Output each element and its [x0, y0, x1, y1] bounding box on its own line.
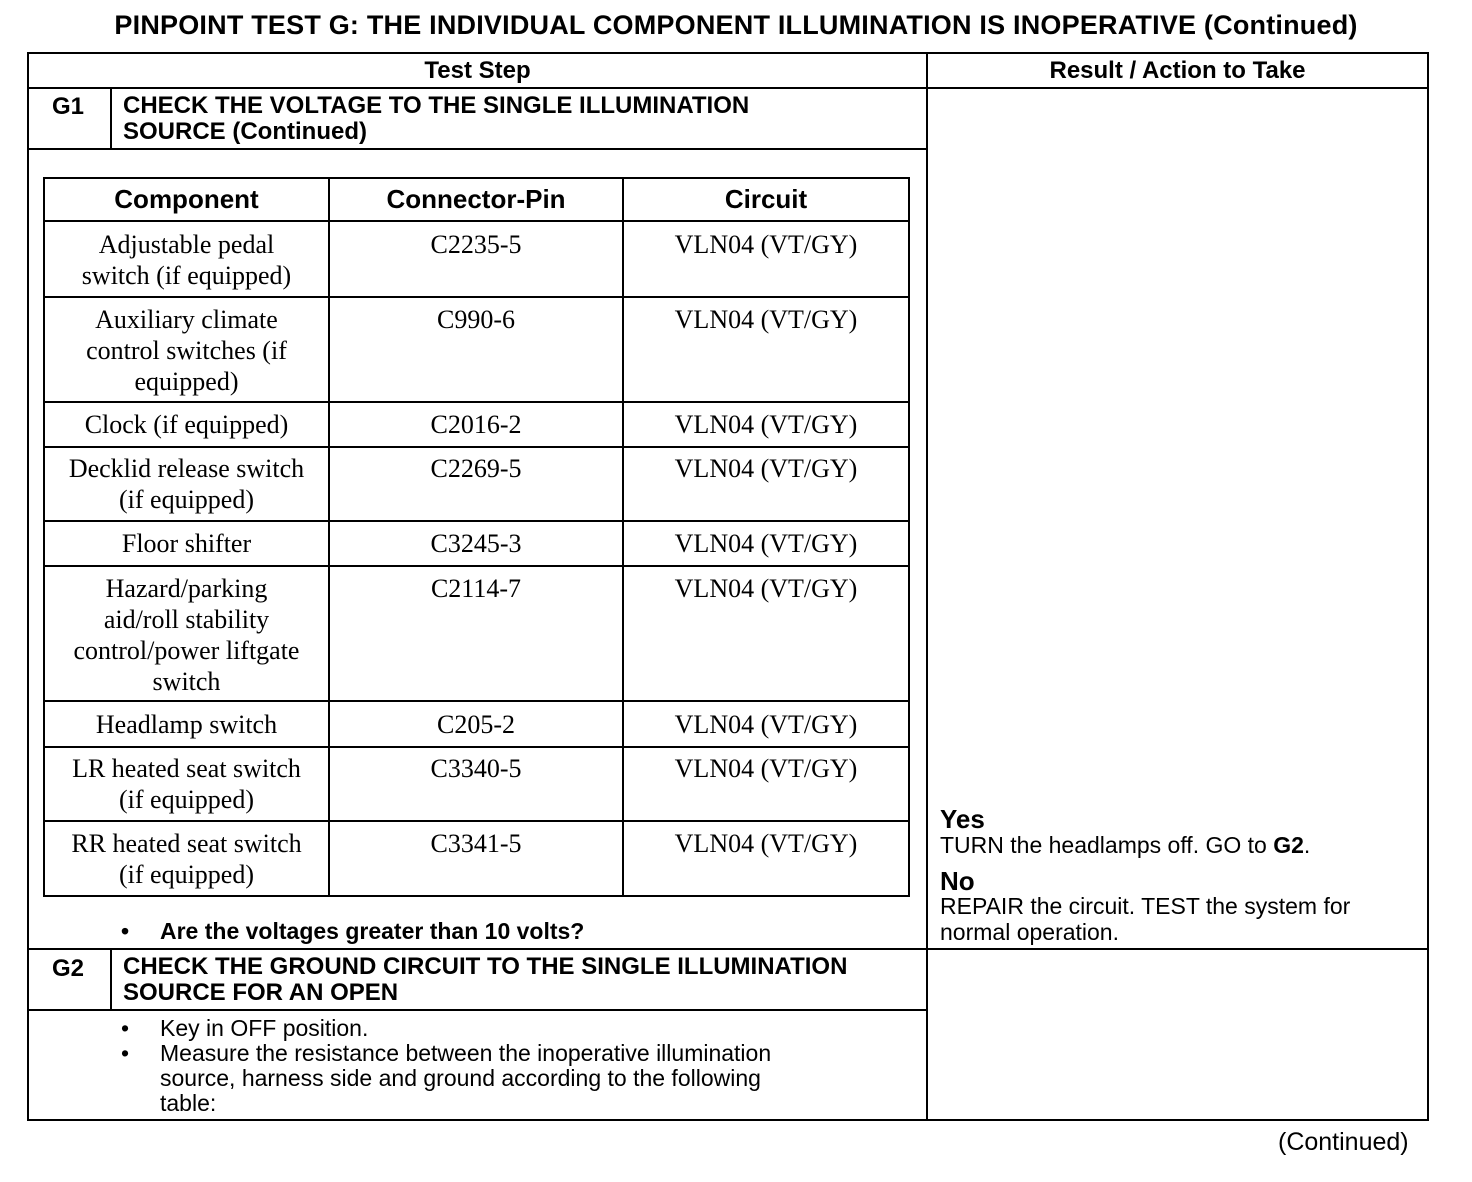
component-line: RR heated seat switch	[71, 829, 302, 858]
table-row-connector: C205-2	[437, 710, 515, 739]
inner-row-border	[43, 565, 910, 567]
component-line: switch (if equipped)	[81, 261, 292, 290]
component-line: Auxiliary climate	[95, 305, 278, 334]
table-row-component	[45, 828, 328, 890]
table-row-circuit: VLN04 (VT/GY)	[674, 305, 858, 334]
g1-step-title	[123, 93, 749, 145]
bullet-icon: •	[121, 918, 130, 944]
col-header-connector-pin: Connector-Pin	[386, 184, 566, 214]
g2-bullet-2-line: source, harness side and ground according to the following	[160, 1065, 761, 1091]
g1-id-divider	[110, 88, 112, 149]
table-row-component	[45, 453, 328, 515]
component-line: control/power liftgate	[73, 636, 300, 665]
inner-row-border	[43, 446, 910, 448]
table-row-connector: C990-6	[437, 305, 515, 334]
result-no-label: No	[940, 866, 975, 896]
inner-row-border	[43, 820, 910, 822]
table-row-circuit: VLN04 (VT/GY)	[674, 410, 858, 439]
table-row-connector: C2114-7	[430, 574, 522, 603]
table-row-connector: C2016-2	[430, 410, 522, 439]
result-no-line: REPAIR the circuit. TEST the system for	[940, 893, 1351, 919]
table-row-connector: C3340-5	[430, 754, 522, 783]
col-header-circuit: Circuit	[724, 184, 808, 214]
inner-row-border	[43, 296, 910, 298]
bullet-icon: •	[121, 1040, 130, 1066]
component-line: Floor shifter	[121, 529, 252, 558]
component-line: Headlamp switch	[95, 710, 278, 739]
inner-table-right	[908, 177, 910, 897]
table-row-component	[45, 409, 328, 440]
g2-step-title	[123, 954, 847, 1006]
component-line: (if equipped)	[118, 860, 254, 889]
g1-title-line1: CHECK THE VOLTAGE TO THE SINGLE ILLUMINATION	[123, 92, 750, 119]
result-yes-step-ref: G2	[1273, 832, 1304, 858]
component-line: Hazard/parking	[105, 574, 268, 603]
table-row-connector: C3245-3	[430, 529, 522, 558]
inner-row-border	[43, 401, 910, 403]
table-row-circuit: VLN04 (VT/GY)	[674, 710, 858, 739]
table-row-circuit: VLN04 (VT/GY)	[674, 574, 858, 603]
component-line: Decklid release switch	[68, 454, 305, 483]
table-row-connector: C2269-5	[430, 454, 522, 483]
column-divider	[926, 52, 928, 1121]
table-row-component	[45, 304, 328, 397]
page-title: PINPOINT TEST G: THE INDIVIDUAL COMPONENT ILLUMINATION IS INOPERATIVE (Continued)	[114, 10, 1358, 40]
g2-bullet-1: Key in OFF position.	[160, 1015, 369, 1041]
result-yes-text	[940, 832, 1310, 858]
header-result-action: Result / Action to Take	[1049, 57, 1306, 84]
component-line: control switches (if	[86, 336, 287, 365]
table-row-component	[45, 528, 328, 559]
result-no-text	[940, 893, 1350, 945]
header-test-step: Test Step	[424, 57, 531, 84]
g1-title-line2: SOURCE (Continued)	[123, 118, 367, 145]
g1-step-id: G1	[52, 93, 85, 120]
g2-title-line1: CHECK THE GROUND CIRCUIT TO THE SINGLE ILLUMINATION	[123, 953, 848, 980]
g2-step-id: G2	[52, 955, 85, 982]
table-top-border	[27, 52, 1429, 54]
inner-row-border	[43, 520, 910, 522]
g2-bullet-2-line: table:	[160, 1090, 217, 1116]
g1-question: Are the voltages greater than 10 volts?	[160, 918, 585, 944]
table-row-circuit: VLN04 (VT/GY)	[674, 230, 858, 259]
header-bottom-border	[27, 87, 1429, 89]
table-row-connector: C3341-5	[430, 829, 522, 858]
table-row-circuit: VLN04 (VT/GY)	[674, 829, 858, 858]
table-right-border	[1427, 52, 1429, 1121]
component-line: aid/roll stability	[103, 605, 270, 634]
table-left-border	[27, 52, 29, 1121]
component-line: LR heated seat switch	[72, 754, 301, 783]
g2-bullet-2	[160, 1041, 771, 1116]
table-row-circuit: VLN04 (VT/GY)	[674, 754, 858, 783]
component-line: (if equipped)	[118, 785, 254, 814]
component-line: (if equipped)	[118, 485, 254, 514]
result-yes-text-prefix: TURN the headlamps off. GO to	[940, 832, 1274, 858]
component-line: equipped)	[134, 367, 239, 396]
result-no-line: normal operation.	[940, 919, 1119, 945]
inner-table-bottom	[43, 895, 910, 897]
table-row-component	[45, 753, 328, 815]
g2-bullet-2-line: Measure the resistance between the inoperative illumination	[160, 1040, 772, 1066]
bullet-icon: •	[121, 1015, 130, 1041]
table-row-circuit: VLN04 (VT/GY)	[674, 454, 858, 483]
component-line: Adjustable pedal	[98, 230, 275, 259]
col-header-component: Component	[114, 184, 259, 214]
component-line: Clock (if equipped)	[84, 410, 289, 439]
g2-title-line2: SOURCE FOR AN OPEN	[123, 979, 399, 1006]
table-row-component	[45, 573, 328, 697]
inner-table-header-bottom	[43, 220, 910, 222]
inner-table-top	[43, 177, 910, 179]
result-yes-label: Yes	[940, 804, 985, 834]
g2-title-bottom-border	[27, 1009, 927, 1011]
table-row-component	[45, 709, 328, 740]
table-row-connector: C2235-5	[430, 230, 522, 259]
g1-g2-divider	[27, 948, 1429, 950]
result-yes-text-suffix: .	[1303, 832, 1311, 858]
table-bottom-border	[27, 1119, 1429, 1121]
g1-title-bottom-border	[27, 148, 927, 150]
table-row-circuit: VLN04 (VT/GY)	[674, 529, 858, 558]
inner-row-border	[43, 700, 910, 702]
continued-footer: (Continued)	[1278, 1128, 1409, 1156]
component-line: switch	[152, 667, 221, 696]
inner-row-border	[43, 746, 910, 748]
table-row-component	[45, 229, 328, 291]
g2-id-divider	[110, 949, 112, 1010]
